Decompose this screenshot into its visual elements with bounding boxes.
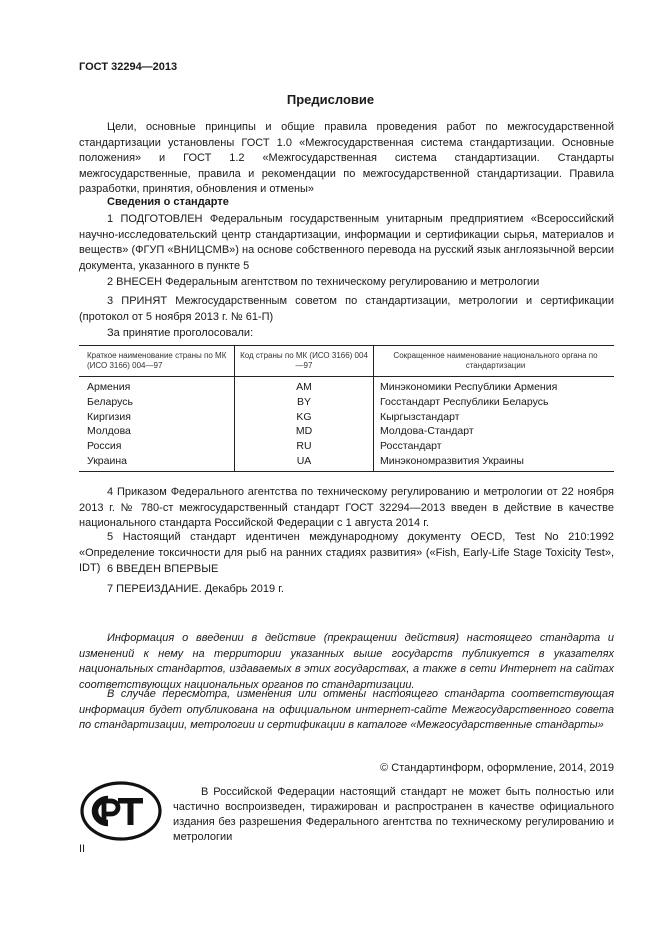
country-name: Россия [79, 439, 235, 454]
table-row [79, 424, 614, 439]
voting-table [79, 345, 614, 472]
standards-body: Минэкономразвития Украины [374, 454, 615, 471]
item-3-paragraph: 3 ПРИНЯТ Межгосударственным советом по стандартизации, метрологии и сертификации (протокол от 5 ноября 2013 г. № 61-П) [79, 295, 614, 323]
page-number: II [79, 843, 86, 855]
country-code: KG [235, 410, 374, 425]
standards-body: Росстандарт [380, 440, 442, 453]
country-name: Армения [79, 377, 235, 395]
copyright-notice: © Стандартинформ, оформление, 2014, 2019 [380, 762, 614, 774]
table-row [79, 395, 614, 410]
country-name: Киргизия [79, 410, 235, 425]
table-header-country: Краткое наименование страны по МК (ИСО 3166) 004—97 [79, 346, 235, 377]
gost-r-logo [80, 781, 162, 841]
country-name: Украина [79, 454, 235, 471]
section-heading: Сведения о стандарте [107, 196, 229, 208]
item-1-paragraph: 1 ПОДГОТОВЛЕН Федеральным государственным унитарным предприятием «Всероссийский научно-исследовательский центр стандартизации, информации и сертификации сырья, материалов и веществ» (ФГУП «ВНИЦСМВ») на основе собственного перевода на русский язык англоязычной версии документа, указанного в пункте 5 [79, 213, 614, 272]
info-paragraph-2: В случае пересмотра, изменения или отмены настоящего стандарта соответствующая информация будет опубликована на официальном интернет-сайте Межгосударственного совета по стандартизации, метрологии и сертификации в каталоге «Межгосударственные стандарты» [79, 688, 614, 731]
country-name: Беларусь [79, 395, 235, 410]
intro-paragraph: Цели, основные принципы и общие правила проведения работ по межгосударственной стандартизации установлены ГОСТ 1.0 «Межгосударственная система стандартизации. Основные положения» и ГОСТ 1.2 «Межгосударственная система стандартизации. Стандарты межгосударственные, правила и рекомендации по межгосударственной стандартизации. Правила разработки, принятия, обновления и отмены» [79, 121, 614, 195]
country-code: AM [235, 377, 374, 395]
standard-number-header: ГОСТ 32294—2013 [79, 61, 178, 73]
table-header-row [79, 346, 614, 377]
info-paragraph-1: Информация о введении в действие (прекращении действия) настоящего стандарта и изменений к нему на территории указанных выше государств публикуется в указателях национальных стандартов, издаваемых в этих государствах, а также в сети Интернет на сайтах соответствующих национальных органов по стандартизации. [79, 632, 614, 691]
country-code: MD [235, 424, 374, 439]
rst-emblem-icon [80, 781, 162, 841]
table-header-code: Код страны по МК (ИСО 3166) 004—97 [235, 346, 374, 377]
standards-body: Кыргызстандарт [380, 410, 460, 423]
item-5-paragraph: 5 Настоящий стандарт идентичен международному документу OECD, Test No 210:1992 «Определение токсичности для рыб на ранних стадиях развития» («Fish, Early-Life Stage Toxicity Test», IDT) [79, 531, 614, 574]
standards-body: Минэкономики Республики Армения [380, 381, 558, 393]
table-row [79, 410, 614, 425]
table-row [79, 377, 614, 395]
item-2-paragraph: 2 ВНЕСЕН Федеральным агентством по техническому регулированию и метрологии [107, 276, 540, 288]
table-row [79, 454, 614, 471]
table-row [79, 439, 614, 454]
country-code: BY [235, 395, 374, 410]
item-6-paragraph: 6 ВВЕДЕН ВПЕРВЫЕ [107, 563, 219, 575]
standards-body: Молдова-Стандарт [380, 425, 474, 438]
page-title: Предисловие [286, 92, 375, 107]
russian-federation-notice: В Российской Федерации настоящий стандарт не может быть полностью или частично воспроизведен, тиражирован и распространен в качестве официального издания без разрешения Федерального агентства по техническому регулированию и метрологии [173, 786, 614, 843]
table-header-body: Сокращенное наименование национального органа по стандартизации [374, 346, 615, 377]
item-4-paragraph: 4 Приказом Федерального агентства по техническому регулированию и метрологии от 22 ноября 2013 г. № 780-ст межгосударственный стандарт ГОСТ 32294—2013 введен в действие в качестве национального стандарта Российской Федерации с 1 августа 2014 г. [79, 486, 614, 529]
country-code: RU [235, 439, 374, 454]
standards-body: Госстандарт Республики Беларусь [380, 395, 549, 408]
vote-label: За принятие проголосовали: [107, 327, 254, 339]
country-name: Молдова [79, 424, 235, 439]
country-code: UA [235, 454, 374, 471]
item-7-paragraph: 7 ПЕРЕИЗДАНИЕ. Декабрь 2019 г. [107, 583, 284, 595]
